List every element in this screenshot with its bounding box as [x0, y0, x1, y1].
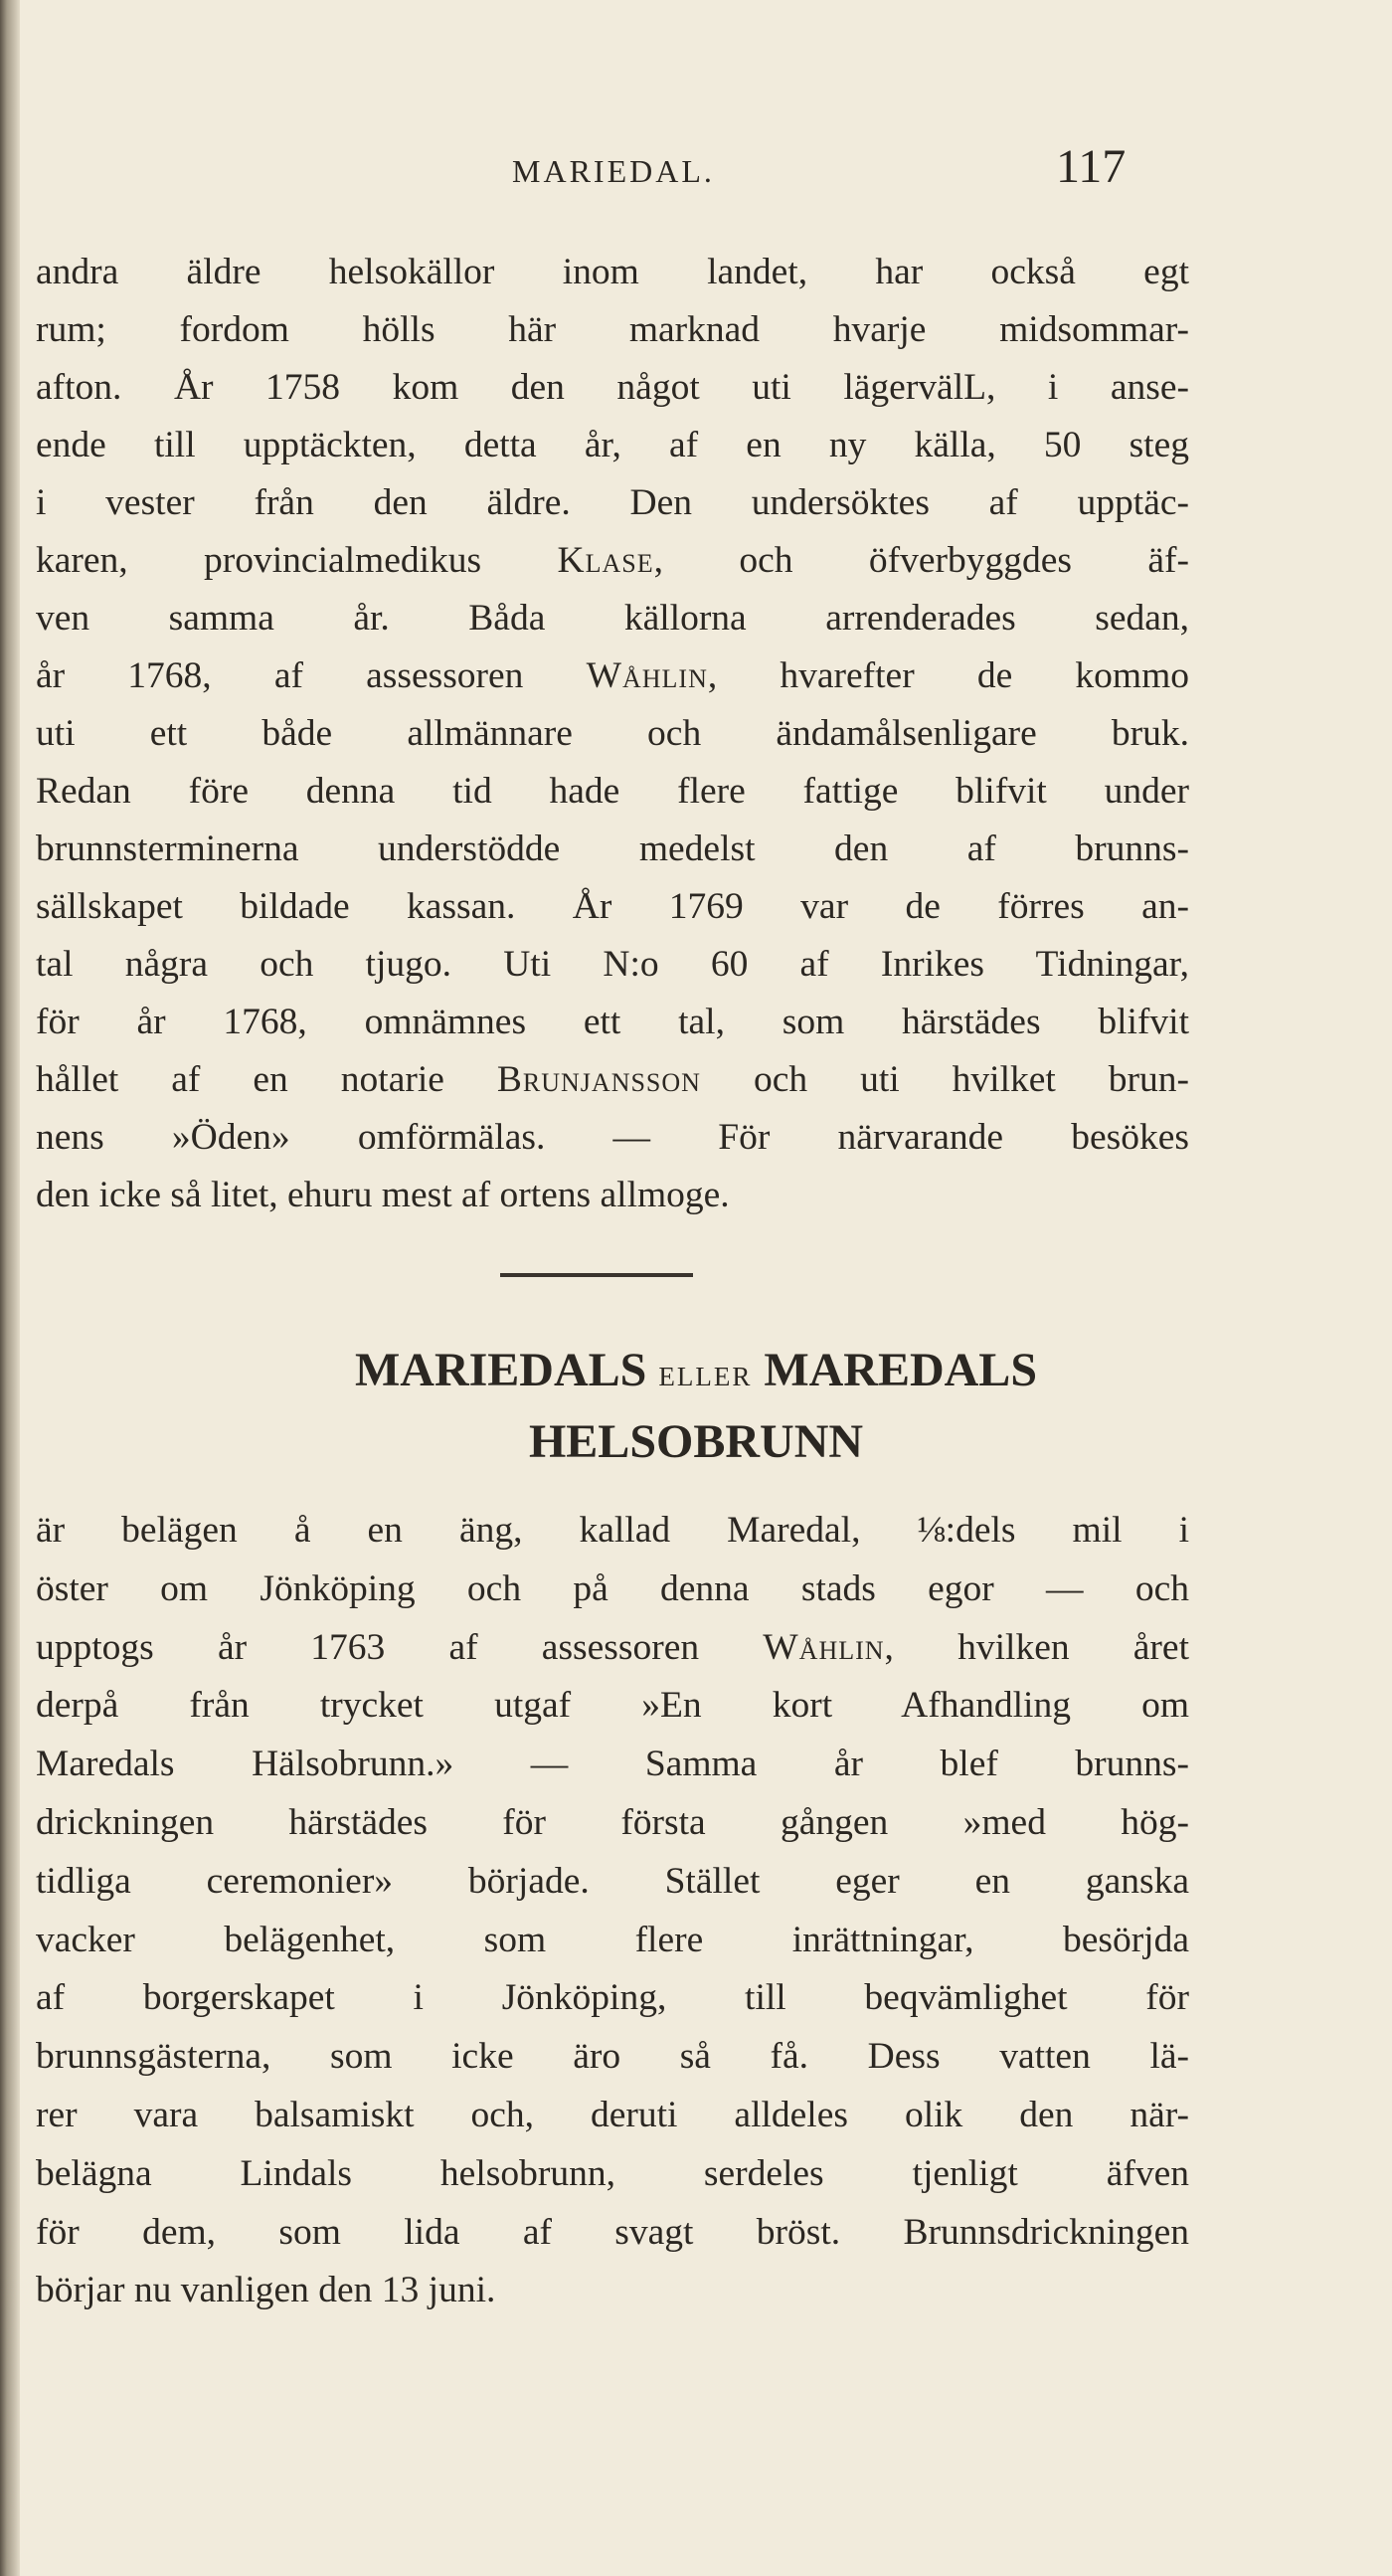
text-run: , hvarefter de kommo	[707, 655, 1189, 696]
text-run: vacker belägenhet, som flere inrättningar, besörjda	[36, 1919, 1189, 1960]
section-heading	[0, 1338, 1392, 1475]
text-line	[36, 1912, 1189, 1970]
section-heading-line-2: HELSOBRUNN	[528, 1415, 864, 1468]
text-run: är belägen å en äng, kallad Maredal, ⅛:dels mil i	[36, 1510, 1189, 1551]
text-run: rer vara balsamiskt och, deruti alldeles olik den när-	[36, 2094, 1189, 2135]
text-run: ende till upptäckten, detta år, af en ny källa, 50 steg	[36, 425, 1189, 465]
text-run: tidliga ceremonier» började. Stället eger en ganska	[36, 1860, 1189, 1902]
text-line	[36, 821, 1189, 878]
text-run: ven samma år. Båda källorna arrenderades sedan,	[36, 598, 1189, 639]
text-run: och uti hvilket brun-	[700, 1059, 1190, 1100]
text-run: nens »Öden» omförmälas. — För närvarande besökes	[36, 1117, 1189, 1158]
text-line	[36, 2204, 1189, 2263]
text-run: år 1768, af assessoren	[36, 655, 587, 696]
text-line	[36, 2145, 1189, 2204]
text-line	[36, 1853, 1189, 1912]
text-run: Maredals Hälsobrunn.» — Samma år blef brunns-	[36, 1744, 1189, 1785]
text-line	[36, 244, 1189, 301]
text-line	[36, 301, 1189, 359]
text-run: för dem, som lida af svagt bröst. Brunnsdrickningen	[36, 2211, 1189, 2253]
text-run: öster om Jönköping och på denna stads egor — och	[36, 1567, 1189, 1609]
text-run: brunnsterminerna understödde medelst den af brunns-	[36, 828, 1189, 869]
text-line	[36, 1502, 1189, 1561]
text-line	[36, 590, 1189, 647]
heading-part-1: MARIEDALS	[354, 1344, 647, 1396]
text-line	[36, 1109, 1189, 1167]
text-run: Redan före denna tid hade flere fattige blifvit under	[36, 771, 1189, 812]
section-divider-rule	[500, 1273, 693, 1277]
text-run: tal några och tjugo. Uti N:o 60 af Inrikes Tidningar,	[36, 944, 1189, 985]
text-run: brunnsgästerna, som icke äro så få. Dess vatten lä-	[36, 2036, 1189, 2078]
text-line	[36, 2262, 1189, 2320]
person-name: Wåhlin	[586, 655, 708, 696]
text-run: i vester från den äldre. Den undersöktes af upptäc-	[36, 482, 1189, 523]
person-name: Wåhlin	[763, 1626, 885, 1668]
running-title: MARIEDAL.	[512, 153, 715, 189]
text-run: , och öfverbyggdes äf-	[653, 540, 1189, 581]
text-run: af borgerskapet i Jönköping, till beqvämlighet för	[36, 1977, 1189, 2019]
text-line	[36, 359, 1189, 417]
text-line	[36, 936, 1189, 994]
text-line	[36, 1794, 1189, 1853]
text-line	[36, 1619, 1189, 1678]
person-name: Klase	[557, 540, 654, 581]
text-run: för år 1768, omnämnes ett tal, som härstädes blifvit	[36, 1002, 1189, 1042]
text-line	[36, 994, 1189, 1051]
text-run: börjar nu vanligen den 13 juni.	[36, 2270, 496, 2311]
text-line	[36, 1969, 1189, 2028]
heading-part-2: MAREDALS	[764, 1344, 1038, 1396]
text-line	[36, 532, 1189, 590]
text-line	[36, 1736, 1189, 1794]
text-line	[36, 1561, 1189, 1619]
page-number: 117	[1056, 140, 1127, 193]
heading-connector: ELLER	[658, 1362, 753, 1391]
text-line	[36, 878, 1189, 936]
text-run: derpå från trycket utgaf »En kort Afhandling om	[36, 1685, 1189, 1727]
text-line	[36, 763, 1189, 821]
text-line	[36, 2028, 1189, 2087]
text-run: uti ett både allmännare och ändamålsenligare bruk.	[36, 713, 1189, 754]
running-head	[0, 139, 1392, 199]
text-line	[36, 474, 1189, 532]
text-run: rum; fordom hölls här marknad hvarje midsommar-	[36, 309, 1189, 350]
text-line	[36, 1051, 1189, 1109]
text-run: den icke så litet, ehuru mest af ortens allmoge.	[36, 1175, 730, 1215]
text-run: drickningen härstädes för första gången »med hög-	[36, 1801, 1189, 1843]
text-line	[36, 417, 1189, 474]
text-line	[36, 705, 1189, 763]
text-run: belägna Lindals helsobrunn, serdeles tjenligt äfven	[36, 2152, 1189, 2194]
text-run: upptogs år 1763 af assessoren	[36, 1626, 764, 1668]
text-run: andra äldre helsokällor inom landet, har också egt	[36, 252, 1189, 292]
text-line	[36, 2087, 1189, 2145]
person-name: Brunjansson	[496, 1059, 701, 1100]
text-run: , hvilken året	[884, 1626, 1189, 1668]
section-heading-line-1	[0, 1338, 1392, 1409]
text-run: sällskapet bildade kassan. År 1769 var de förres an-	[36, 886, 1189, 927]
text-run: hållet af en notarie	[36, 1059, 497, 1100]
text-run: afton. År 1758 kom den något uti lägervälL, i anse-	[36, 367, 1189, 408]
text-run: karen, provincialmedikus	[36, 540, 558, 581]
paragraph-2	[36, 1502, 1189, 2320]
text-line	[36, 1167, 1189, 1224]
paragraph-1	[36, 244, 1189, 1224]
text-line	[36, 1677, 1189, 1736]
text-line	[36, 647, 1189, 705]
